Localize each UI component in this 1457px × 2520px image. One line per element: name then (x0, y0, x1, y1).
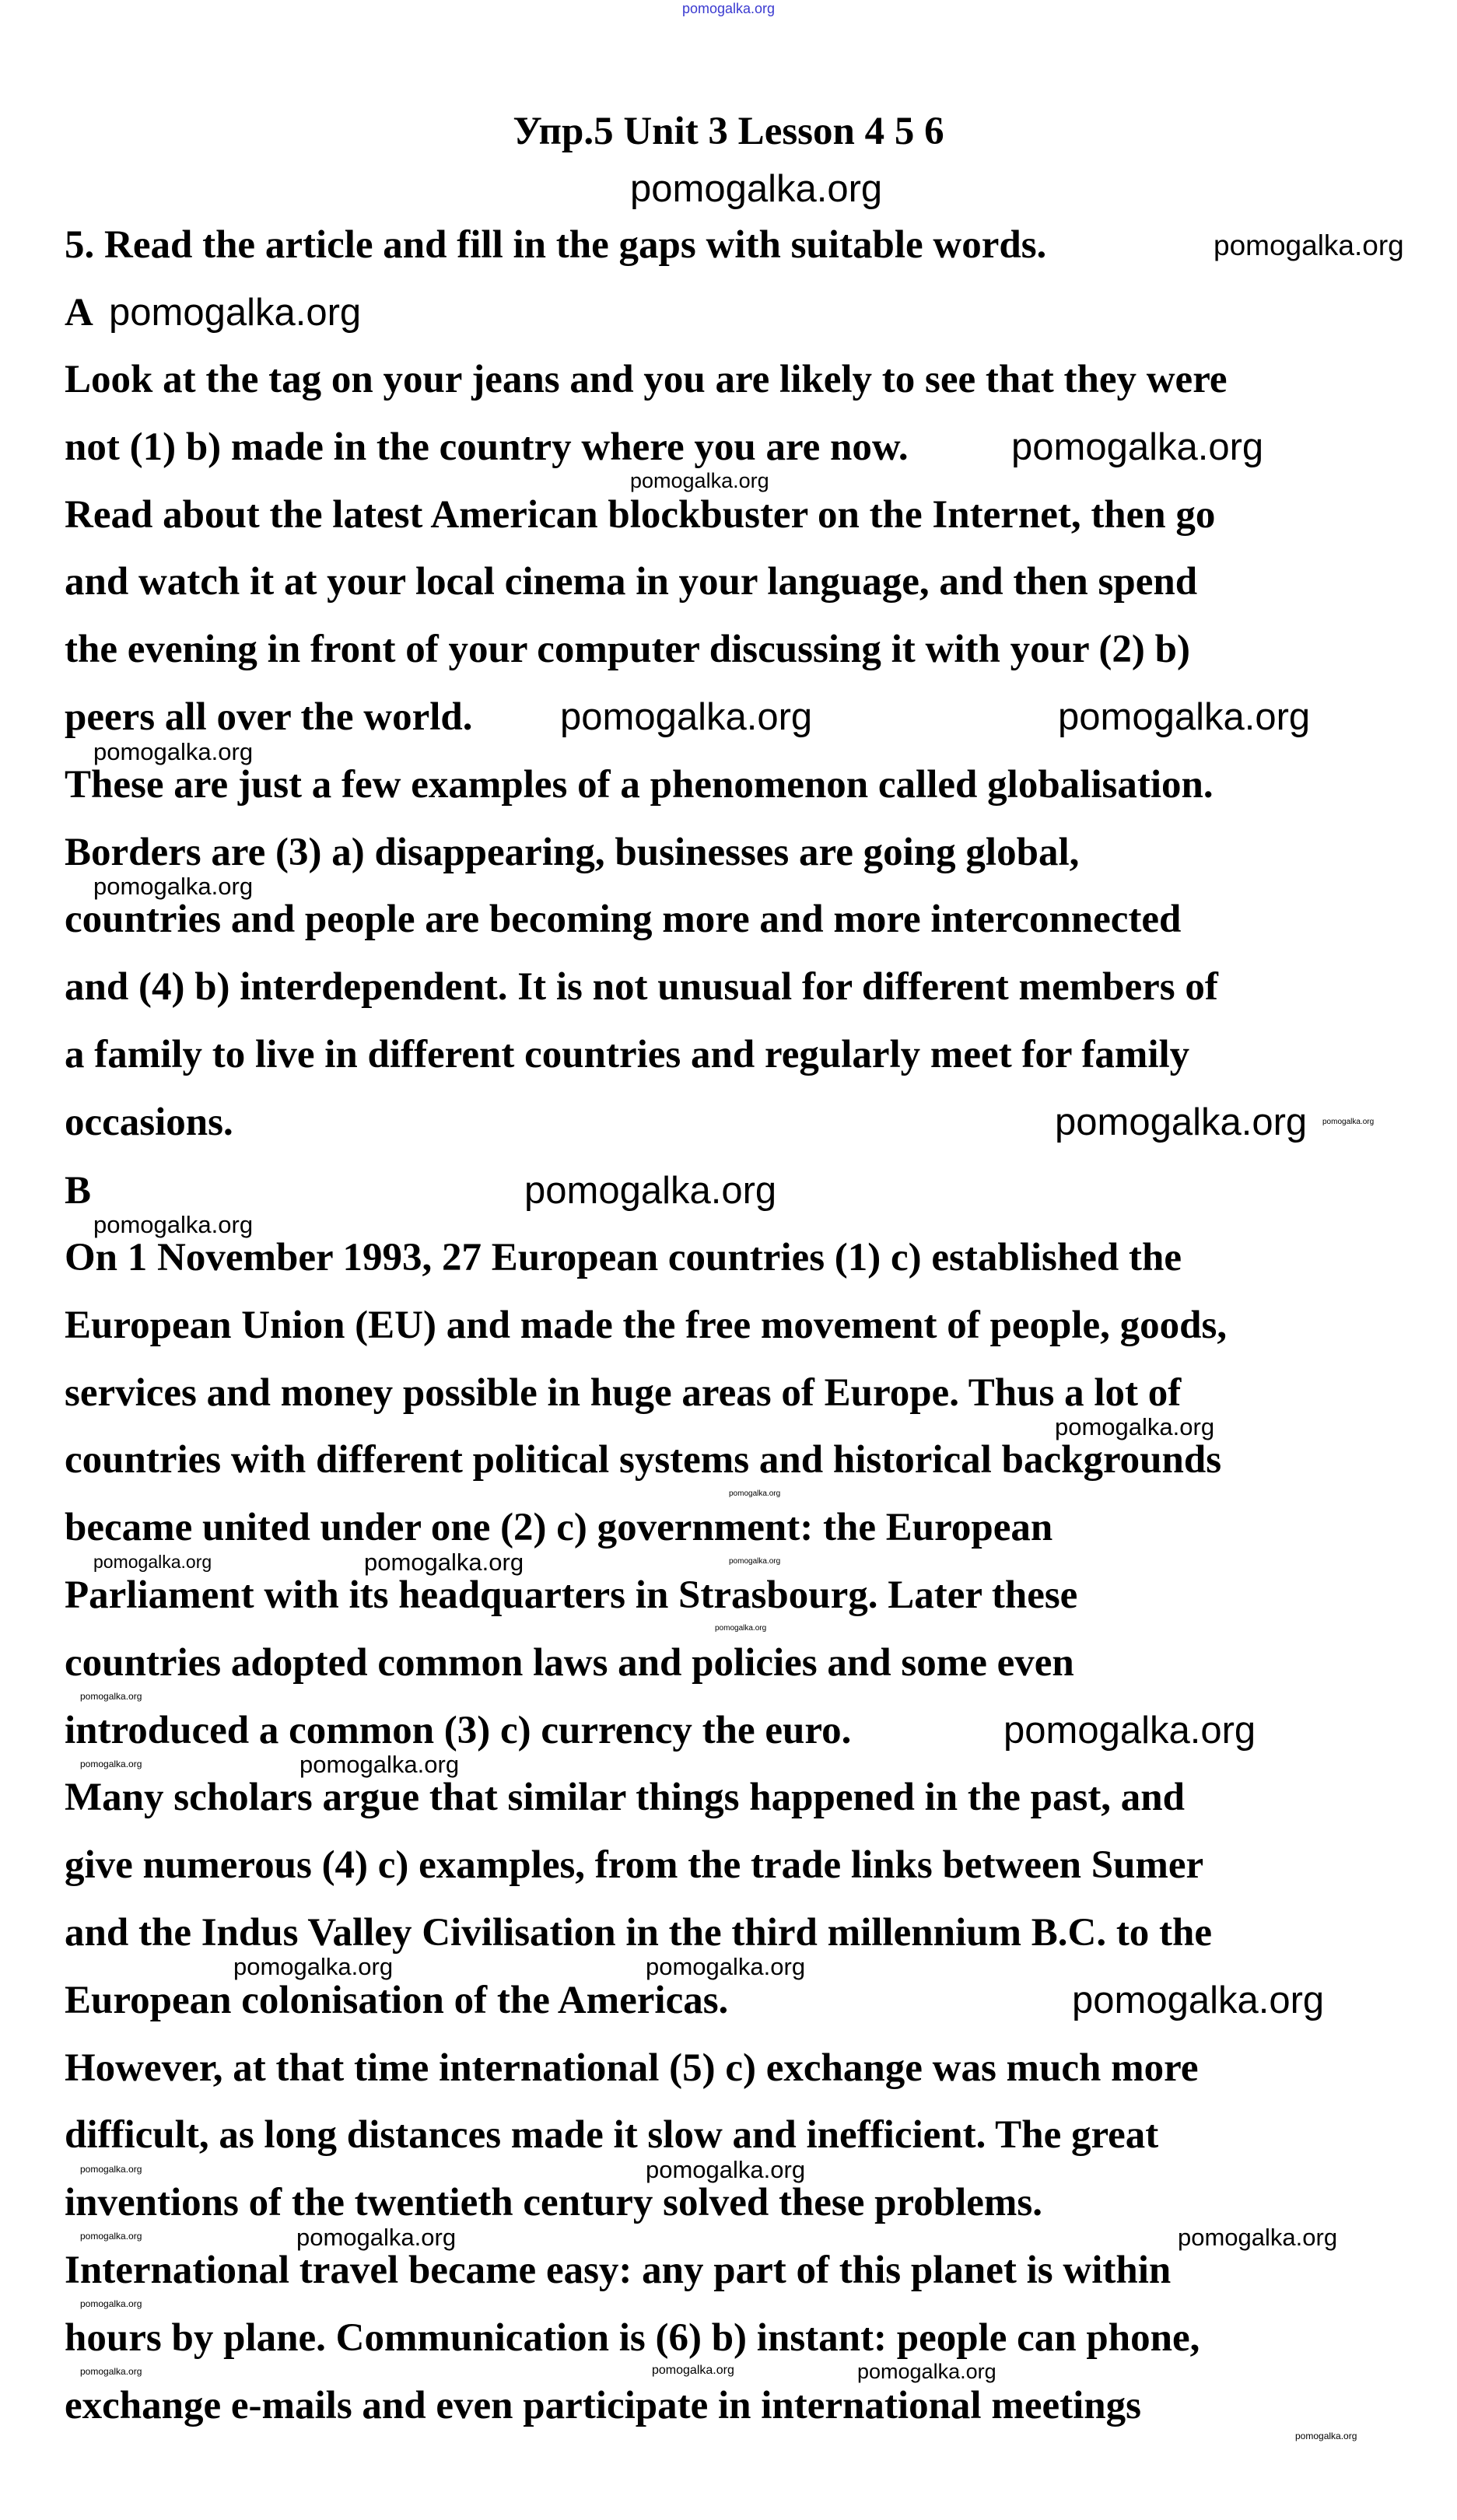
watermark: pomogalka.org (233, 1953, 394, 1980)
watermark: pomogalka.org (80, 1691, 142, 1702)
text-line: exchange e-mails and even participate in international meetings (65, 2384, 1141, 2427)
page-title: Упр.5 Unit 3 Lesson 4 5 6 (513, 110, 944, 153)
text-line: and the Indus Valley Civilisation in the third millennium B.C. to the (65, 1911, 1213, 1955)
watermark: pomogalka.org (857, 2360, 996, 2383)
watermark: pomogalka.org (560, 696, 813, 738)
watermark: pomogalka.org (1003, 1710, 1256, 1752)
watermark: pomogalka.org (93, 1211, 254, 1238)
text-line: hours by plane. Communication is (6) b) instant: people can phone, (65, 2316, 1200, 2360)
watermark: pomogalka.org (1178, 2224, 1338, 2251)
text-line: introduced a common (3) c) currency the euro. (65, 1709, 852, 1752)
watermark: pomogalka.org (80, 2366, 142, 2377)
watermark: pomogalka.org (630, 469, 769, 492)
watermark: pomogalka.org (1055, 1101, 1308, 1143)
section-a-heading: A (65, 291, 93, 334)
text-line: peers all over the world. (65, 695, 473, 739)
watermark: pomogalka.org (1295, 2431, 1357, 2441)
watermark: pomogalka.org (715, 1624, 767, 1633)
text-line: European colonisation of the Americas. (65, 1979, 729, 2022)
text-line: countries and people are becoming more and more interconnected (65, 898, 1182, 941)
watermark: pomogalka.org (646, 1953, 806, 1980)
watermark: pomogalka.org (1058, 696, 1311, 738)
text-line: countries with different political systems and historical backgrounds (65, 1438, 1222, 1482)
watermark: pomogalka.org (299, 1751, 460, 1778)
text-line: International travel became easy: any part of this planet is within (65, 2249, 1172, 2292)
watermark: pomogalka.org (1322, 1118, 1375, 1126)
watermark: pomogalka.org (1214, 229, 1404, 261)
task-instruction: 5. Read the article and fill in the gaps with suitable words. (65, 223, 1047, 267)
text-line: Many scholars argue that similar things happened in the past, and (65, 1776, 1186, 1819)
watermark: pomogalka.org (652, 2364, 734, 2377)
watermark: pomogalka.org (80, 2164, 142, 2175)
watermark: pomogalka.org (729, 1489, 781, 1498)
text-line: Parliament with its headquarters in Strasbourg. Later these (65, 1573, 1078, 1617)
text-line: Borders are (3) a) disappearing, businesses are going global, (65, 831, 1080, 874)
watermark: pomogalka.org (296, 2224, 457, 2251)
watermark: pomogalka.org (364, 1549, 524, 1576)
text-line: These are just a few examples of a phenomenon called globalisation. (65, 763, 1214, 807)
text-line: give numerous (4) c) examples, from the trade links between Sumer (65, 1843, 1204, 1887)
watermark: pomogalka.org (646, 2156, 806, 2183)
text-line: the evening in front of your computer discussing it with your (2) b) (65, 628, 1190, 671)
text-line: a family to live in different countries and regularly meet for family (65, 1033, 1190, 1076)
watermark: pomogalka.org (1055, 1413, 1215, 1440)
watermark: pomogalka.org (524, 1170, 777, 1212)
watermark: pomogalka.org (1072, 1979, 1325, 2021)
text-line: inventions of the twentieth century solved these problems. (65, 2181, 1042, 2224)
text-line: occasions. (65, 1101, 233, 1144)
watermark-link[interactable]: pomogalka.org (681, 1, 776, 16)
text-line: not (1) b) made in the country where you are now. (65, 425, 909, 469)
watermark: pomogalka.org (93, 738, 254, 765)
text-line: and watch it at your local cinema in your language, and then spend (65, 560, 1198, 604)
watermark: pomogalka.org (93, 873, 254, 900)
text-line: services and money possible in huge areas of Europe. Thus a lot of (65, 1371, 1182, 1415)
watermark: pomogalka.org (80, 1759, 142, 1769)
text-line: became united under one (2) c) government: the European (65, 1506, 1053, 1549)
section-b-heading: B (65, 1169, 92, 1213)
watermark: pomogalka.org (93, 1552, 212, 1572)
text-line: European Union (EU) and made the free movement of people, goods, (65, 1304, 1228, 1347)
watermark: pomogalka.org (630, 168, 883, 210)
watermark: pomogalka.org (1011, 426, 1264, 468)
text-line: difficult, as long distances made it slow and inefficient. The great (65, 2113, 1159, 2157)
text-line: Read about the latest American blockbuster on the Internet, then go (65, 493, 1216, 537)
text-line: On 1 November 1993, 27 European countries (1) c) established the (65, 1236, 1182, 1279)
watermark: pomogalka.org (109, 292, 362, 334)
text-line: Look at the tag on your jeans and you are likely to see that they were (65, 358, 1228, 401)
text-line: However, at that time international (5) c) exchange was much more (65, 2046, 1199, 2090)
watermark: pomogalka.org (80, 2298, 142, 2309)
watermark: pomogalka.org (729, 1557, 781, 1566)
text-line: and (4) b) interdependent. It is not unusual for different members of (65, 965, 1218, 1009)
text-line: countries adopted common laws and policies and some even (65, 1641, 1074, 1685)
watermark: pomogalka.org (80, 2231, 142, 2242)
